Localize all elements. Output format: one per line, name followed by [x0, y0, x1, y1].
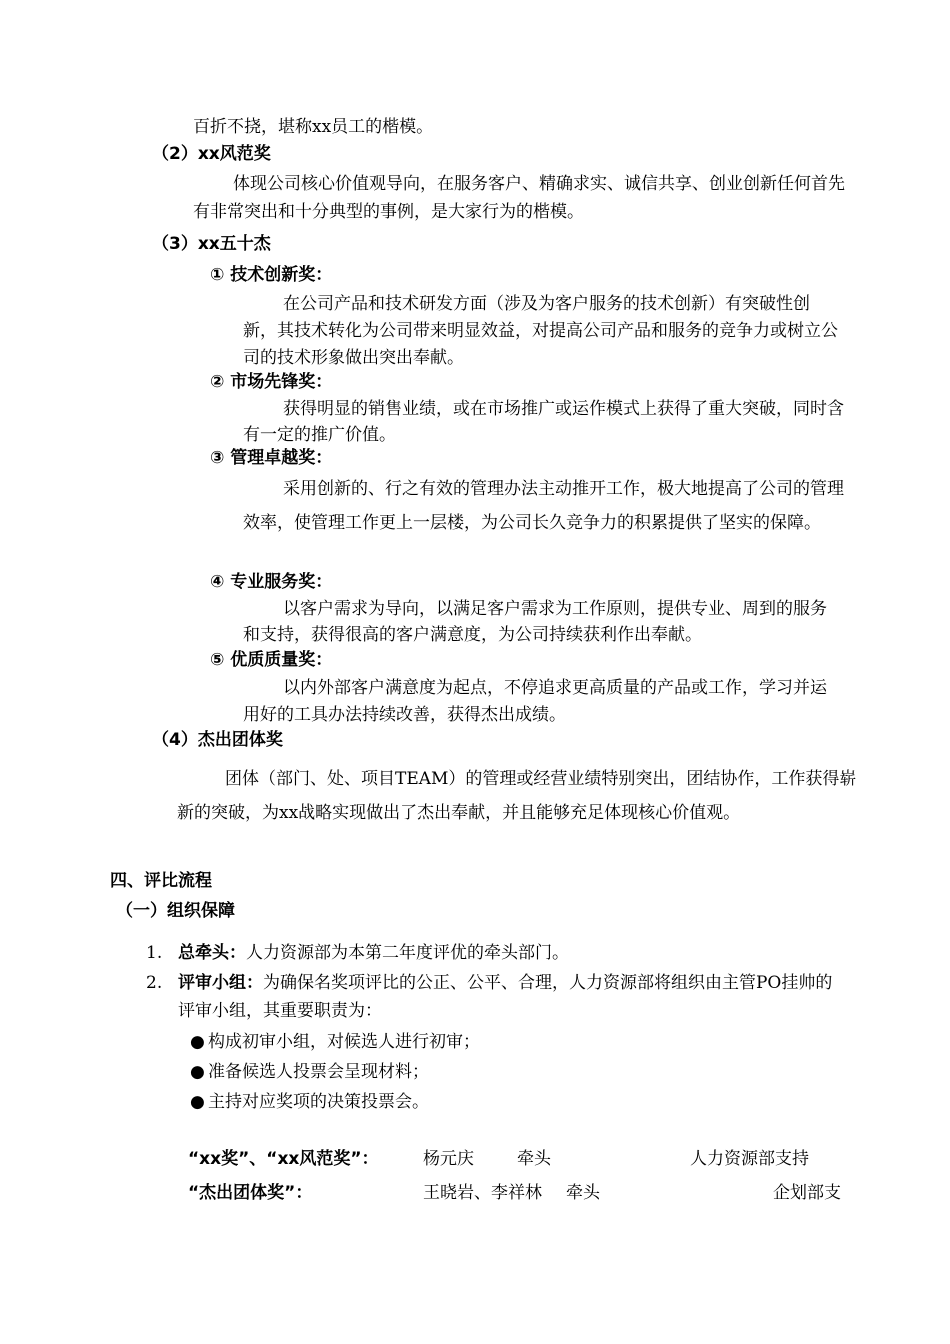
section4-heading: 四、评比流程 — [110, 871, 212, 891]
assign-1-label: “xx奖”、“xx风范奖”： — [188, 1149, 379, 1169]
section4-subheading: （一）组织保障 — [116, 901, 235, 921]
intro-line: 百折不挠，堪称xx员工的楷模。 — [193, 117, 434, 137]
award-model-body: 体现公司核心价值观导向，在服务客户、精确求实、诚信共享、创业创新任何首先有非常突出和十分典型的事例，是大家行为的楷模。 — [193, 174, 845, 222]
award-service-title: ④ 专业服务奖： — [210, 572, 333, 592]
list-item-2-number: 2. — [146, 973, 163, 993]
award-model-heading: （2）xx风范奖 — [152, 144, 271, 164]
bullet-text-3: 主持对应奖项的决策投票会。 — [208, 1092, 429, 1112]
award-top50-heading: （3）xx五十杰 — [152, 234, 271, 254]
award-service-body: 以客户需求为导向，以满足客户需求为工作原则，提供专业、周到的服务和支持，获得很高的客户满意度，为公司持续获利作出奉献。 — [243, 599, 827, 645]
list-item-2-text: 为确保名奖项评比的公正、公平、合理，人力资源部将组织由主管PO挂帅的评审小组，其重要职责为： — [178, 973, 833, 1021]
assign-2-role: 牵头 — [566, 1183, 600, 1203]
bullet-icon: ● — [190, 1062, 205, 1082]
award-tech-body: 在公司产品和技术研发方面（涉及为客户服务的技术创新）有突破性创新，其技术转化为公司带来明显效益，对提高公司产品和服务的竞争力或树立公司的技术形象做出突出奉献。 — [243, 294, 838, 368]
bullet-item-1 — [190, 1030, 480, 1054]
assign-1-role: 牵头 — [517, 1149, 551, 1169]
award-team-heading: （4）杰出团体奖 — [152, 730, 283, 750]
list-item-1-number: 1. — [146, 943, 163, 963]
award-quality-title: ⑤ 优质质量奖： — [210, 650, 333, 670]
award-team-body: 团体（部门、处、项目TEAM）的管理或经营业绩特别突出，团结协作，工作获得崭新的突破，为xx战略实现做出了杰出奉献，并且能够充足体现核心价值观。 — [177, 769, 857, 823]
list-item-1-label: 总牵头： — [178, 943, 246, 963]
bullet-icon: ● — [190, 1092, 205, 1112]
award-tech-title: ① 技术创新奖： — [210, 265, 333, 285]
award-market-title: ② 市场先锋奖： — [210, 372, 333, 392]
award-market-body: 获得明显的销售业绩，或在市场推广或运作模式上获得了重大突破，同时含有一定的推广价值。 — [243, 399, 844, 445]
assign-1-support: 人力资源部支持 — [690, 1149, 809, 1169]
assign-2-support: 企划部支 — [773, 1183, 841, 1203]
bullet-icon: ● — [190, 1032, 205, 1052]
assign-1-lead: 杨元庆 — [423, 1149, 474, 1169]
award-mgmt-title: ③ 管理卓越奖： — [210, 448, 333, 468]
award-quality-body: 以内外部客户满意度为起点，不停追求更高质量的产品或工作，学习并运用好的工具办法持续改善，获得杰出成绩。 — [243, 678, 827, 725]
bullet-item-3 — [190, 1090, 429, 1114]
list-item-1-text: 人力资源部为本第二年度评优的牵头部门。 — [246, 943, 569, 963]
assign-2-lead: 王晓岩、李祥林 — [423, 1183, 542, 1203]
bullet-text-2: 准备候选人投票会呈现材料； — [208, 1062, 429, 1082]
assign-2-label: “杰出团体奖”： — [188, 1183, 313, 1203]
list-item-2-label: 评审小组： — [178, 973, 263, 993]
list-item-1 — [178, 941, 569, 965]
bullet-item-2 — [190, 1060, 429, 1084]
list-item-2 — [178, 969, 838, 1025]
bullet-text-1: 构成初审小组，对候选人进行初审； — [208, 1032, 480, 1052]
award-mgmt-body: 采用创新的、行之有效的管理办法主动推开工作，极大地提高了公司的管理效率，使管理工作更上一层楼，为公司长久竞争力的积累提供了坚实的保障。 — [243, 479, 844, 533]
